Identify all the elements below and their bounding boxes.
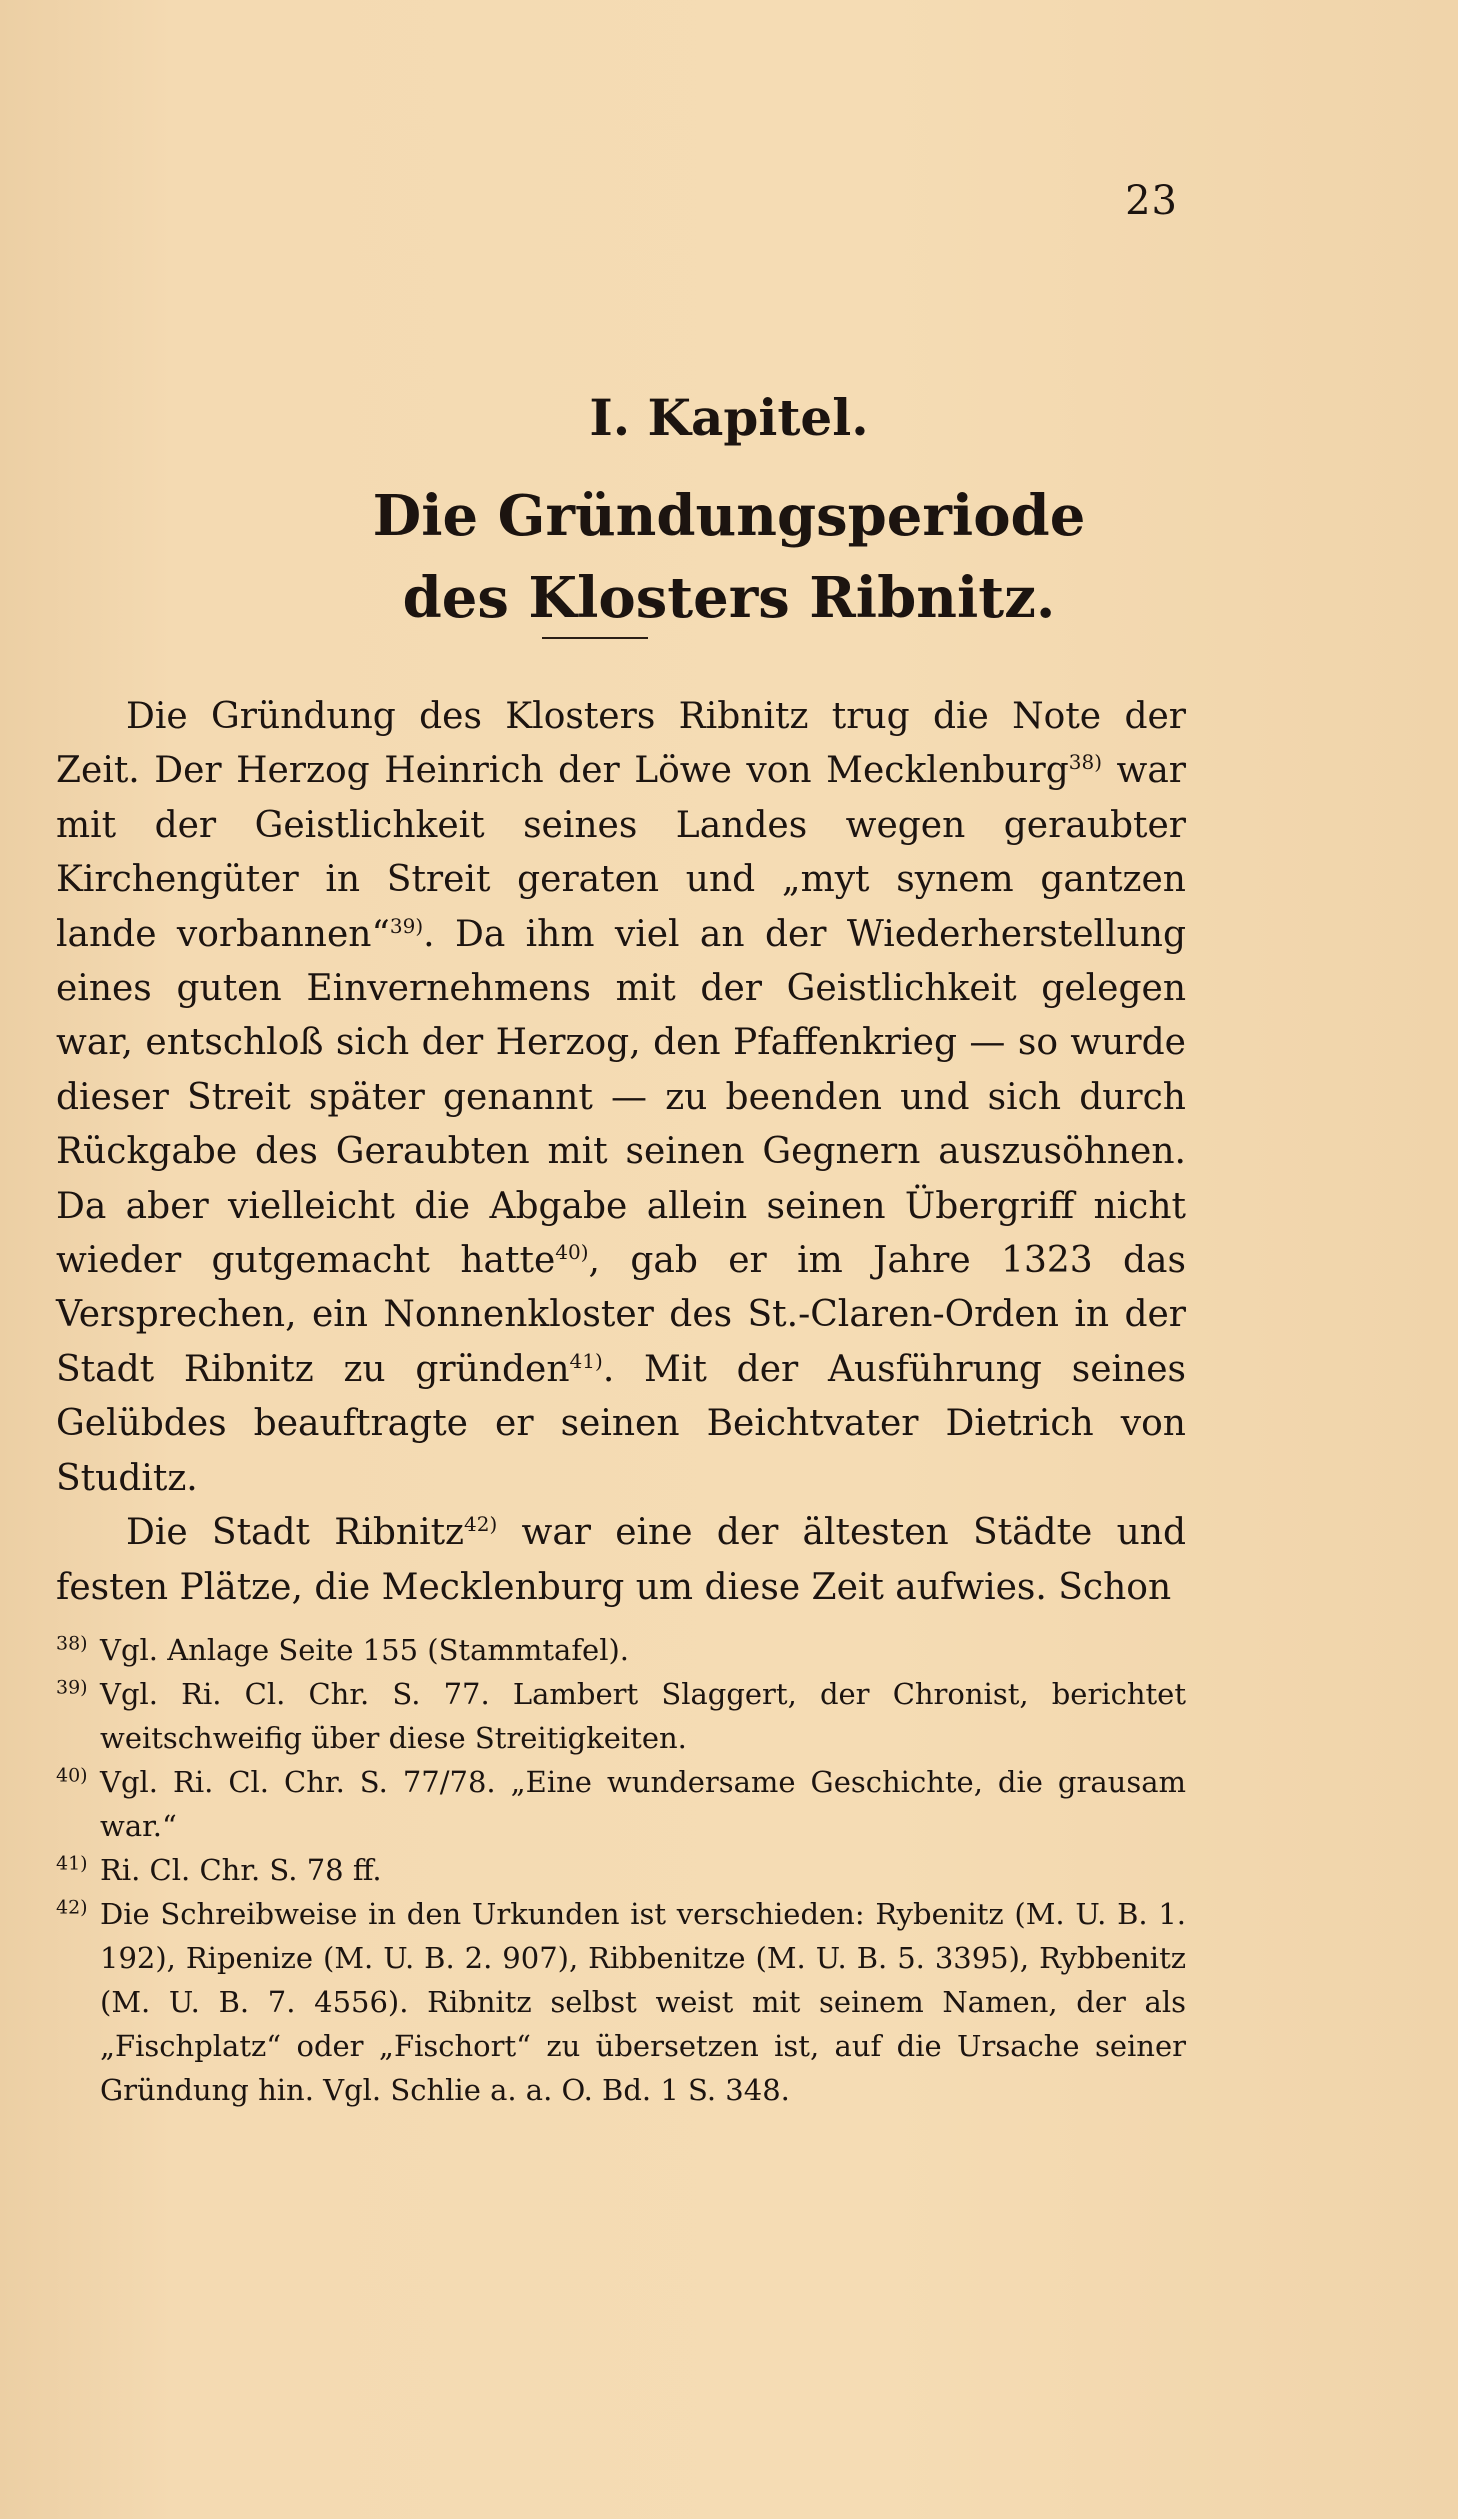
footnote-ref-41: 41)	[569, 1348, 603, 1373]
footnote-number-text: 39)	[56, 1676, 88, 1699]
paragraph-1-text: war mit der Geistlichkeit seines Landes wegen geraubter Kirchengüter in Streit geraten und „myt synem gantzen lande vorbannen“	[56, 750, 1186, 955]
paragraph-1-text: Die Gründung des Klosters Ribnitz trug die Note der Zeit. Der Herzog Heinrich der Löwe von Mecklenburg	[56, 696, 1186, 792]
paragraph-1-text: . Mit der Ausführung seines Gelübdes beauftragte er seinen Beichtvater Dietrich von Studitz.	[56, 1348, 1186, 1499]
footnote-ref-42: 42)	[464, 1512, 498, 1537]
footnote-number-text: 41)	[56, 1852, 88, 1875]
footnote-text: Vgl. Anlage Seite 155 (Stammtafel).	[100, 1633, 630, 1667]
footnote-number-text: 38)	[56, 1632, 88, 1655]
paragraph-2-text: war eine der ältesten Städte und festen Plätze, die Mecklenburg um diese Zeit aufwies. Schon	[56, 1512, 1186, 1608]
footnote-ref-40: 40)	[555, 1240, 589, 1265]
title-line-1: Die Gründungsperiode	[372, 483, 1086, 549]
body-text	[56, 690, 1186, 1615]
footnote-number-text: 40)	[56, 1764, 88, 1787]
paragraph-1-text: . Da ihm viel an der Wiederherstellung eines guten Einvernehmens mit der Geistlichkeit gelegen war, entschloß sich der Herzog, den Pfaffenkrieg — so wurde dieser Streit später genannt — zu beenden und sich durch Rückgabe des Geraubten mit seinen Gegnern auszusöhnen. Da aber vielleicht die Abgabe allein seinen Übergriff nicht wieder gutgemacht hatte	[56, 913, 1187, 1282]
footnotes	[56, 1628, 1186, 2112]
footnote	[56, 1672, 1186, 1760]
footnote-number	[56, 1672, 100, 1760]
chapter-title	[0, 475, 1458, 639]
footnote	[56, 1760, 1186, 1848]
footnote-number	[56, 1628, 100, 1672]
paragraph-1	[56, 690, 1186, 1506]
footnote	[56, 1892, 1186, 2112]
footnote-text: Vgl. Ri. Cl. Chr. S. 77/78. „Eine wundersame Geschichte, die grausam war.“	[100, 1765, 1186, 1843]
footnote	[56, 1848, 1186, 1892]
footnote-number	[56, 1848, 100, 1892]
footnote-number	[56, 1892, 100, 2112]
paragraph-2	[56, 1506, 1186, 1615]
title-divider	[542, 637, 648, 639]
footnote	[56, 1628, 1186, 1672]
paragraph-2-text: Die Stadt Ribnitz	[126, 1512, 465, 1554]
footnote-number-text: 42)	[56, 1896, 88, 1919]
footnote-text: Ri. Cl. Chr. S. 78 ff.	[100, 1853, 382, 1887]
footnote-number	[56, 1760, 100, 1848]
footnote-text: Vgl. Ri. Cl. Chr. S. 77. Lambert Slaggert, der Chronist, berichtet weitschweifig über diese Streitigkeiten.	[100, 1677, 1186, 1755]
paragraph-1-text: , gab er im Jahre 1323 das Versprechen, ein Nonnenkloster des St.-Claren-Orden in der Stadt Ribnitz zu gründen	[56, 1240, 1186, 1390]
footnote-ref-39: 39)	[389, 913, 424, 938]
title-line-2: des Klosters Ribnitz.	[402, 565, 1056, 631]
footnote-text: Die Schreibweise in den Urkunden ist verschieden: Rybenitz (M. U. B. 1. 192), Ripenize (M. U. B. 2. 907), Ribbenitze (M. U. B. 5. 3395), Rybbenitz (M. U. B. 7. 4556). Ribnitz selbst weist mit seinem Namen, der als „Fischplatz“ oder „Fischort“ zu übersetzen ist, auf die Ursache seiner Gründung hin. Vgl. Schlie a. a. O. Bd. 1 S. 348.	[100, 1897, 1186, 2107]
footnote-ref-38: 38)	[1068, 750, 1103, 775]
page-number: 23	[1125, 178, 1178, 224]
chapter-heading: I. Kapitel.	[589, 388, 869, 447]
